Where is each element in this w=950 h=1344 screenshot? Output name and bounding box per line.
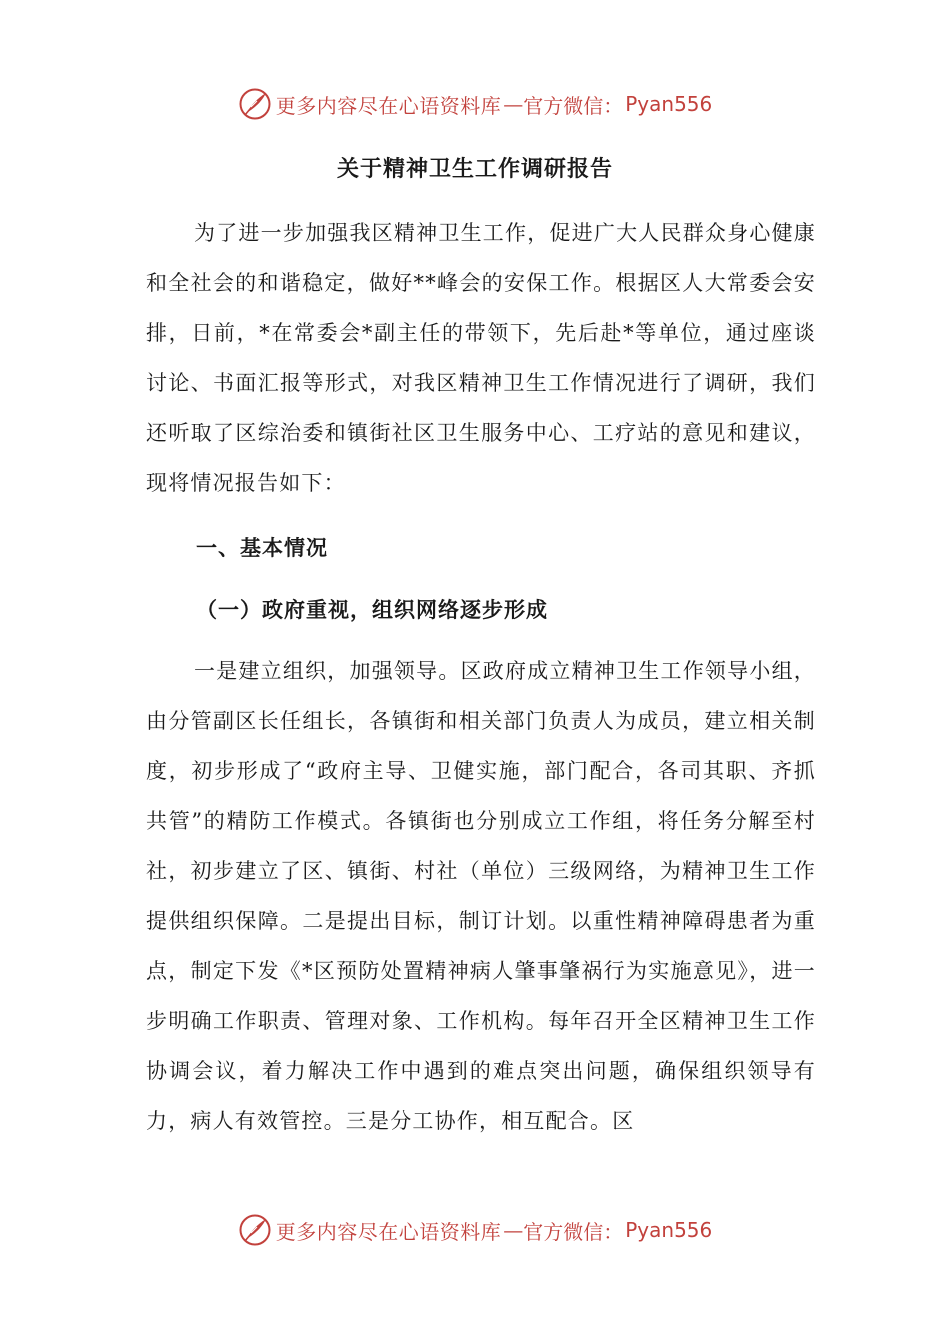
body-paragraph: 一是建立组织，加强领导。区政府成立精神卫生工作领导小组，由分管副区长任组长，各镇街和相关部门负责人为成员，建立相关制度，初步形成了“政府主导、卫健实施，部门配合，各司其职、齐抓共管”的精防工作模式。各镇街也分别成立工作组，将任务分解至村社，初步建立了区、镇街、村社（单位）三级网络，为精神卫生工作提供组织保障。二是提出目标，制订计划。以重性精神障碍患者为重点，制定下发《*区预防处置精神病人肇事肇祸行为实施意见》，进一步明确工作职责、管理对象、工作机构。每年召开全区精神卫生工作协调会议，着力解决工作中遇到的难点突出问题，确保组织领导有力，病人有效管控。三是分工协作，相互配合。区 [146,659,816,1133]
banner-site-text: 更多内容尽在心语资料库 [275,93,502,118]
document-title: 关于精神卫生工作调研报告 [336,156,613,182]
section-heading-basic-situation: 一、基本情况 [196,535,328,560]
footer-banner [0,1210,950,1250]
banner-wechat-label: 官方微信： [523,93,624,118]
banner-wechat-handle: Pyan556 [625,92,713,116]
header-banner [0,84,950,124]
intro-paragraph: 为了进一步加强我区精神卫生工作，促进广大人民群众身心健康和全社会的和谐稳定，做好**峰会的安保工作。根据区人大常委会安排，日前，*在常委会*副主任的带领下，先后赴*等单位，通过座谈讨论、书面汇报等形式，对我区精神卫生工作情况进行了调研，我们还听取了区综治委和镇街社区卫生服务中心、工疗站的意见和建议，现将情况报告如下： [146,221,816,495]
banner-dash: — [503,1218,522,1242]
banner-dash: — [503,92,522,116]
quill-logo-icon [238,87,272,121]
banner-site-text: 更多内容尽在心语资料库 [275,1219,502,1244]
subsection-heading-government: （一）政府重视，组织网络逐步形成 [196,597,548,622]
banner-wechat-handle: Pyan556 [625,1218,713,1242]
quill-logo-icon [238,1213,272,1247]
banner-wechat-label: 官方微信： [523,1219,624,1244]
